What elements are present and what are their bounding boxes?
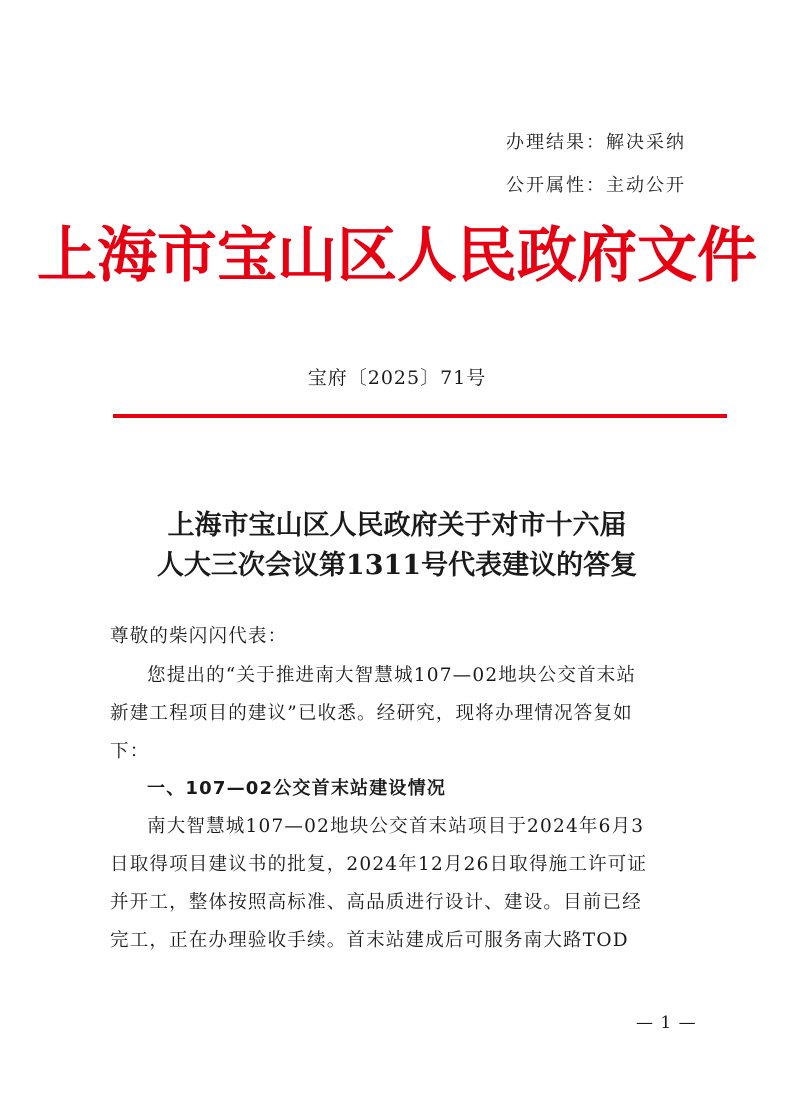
- paragraph-1-line-3: 下：: [110, 741, 150, 762]
- red-divider-line: [113, 414, 727, 418]
- paragraph-2-line-4: 完工，正在办理验收手续。首末站建成后可服务南大路TOD: [110, 930, 629, 951]
- handling-result: 办理结果：解决采纳: [506, 132, 686, 153]
- issuer-banner: 上海市宝山区人民政府文件: [37, 221, 757, 291]
- disclosure-attribute: 公开属性：主动公开: [506, 175, 686, 196]
- salutation: 尊敬的柴闪闪代表：: [110, 626, 288, 647]
- section-heading-1: 一、107—02公交首末站建设情况: [147, 778, 447, 799]
- paragraph-2-line-2: 日取得项目建议书的批复，2024年12月26日取得施工许可证: [110, 854, 648, 875]
- document-title-line-2: 人大三次会议第1311号代表建议的答复: [156, 550, 638, 581]
- page-number: — 1 —: [636, 1013, 697, 1033]
- paragraph-1-line-1: 您提出的“关于推进南大智慧城107—02地块公交首末站: [147, 665, 637, 686]
- document-title-line-1: 上海市宝山区人民政府关于对市十六届: [167, 510, 627, 541]
- document-number: 宝府〔2025〕71号: [307, 367, 487, 389]
- paragraph-2-line-1: 南大智慧城107—02地块公交首末站项目于2024年6月3: [147, 816, 645, 837]
- paragraph-2-line-3: 并开工，整体按照高标准、高品质进行设计、建设。目前已经: [110, 892, 642, 913]
- paragraph-1-line-2: 新建工程项目的建议”已收悉。经研究，现将办理情况答复如: [110, 703, 633, 724]
